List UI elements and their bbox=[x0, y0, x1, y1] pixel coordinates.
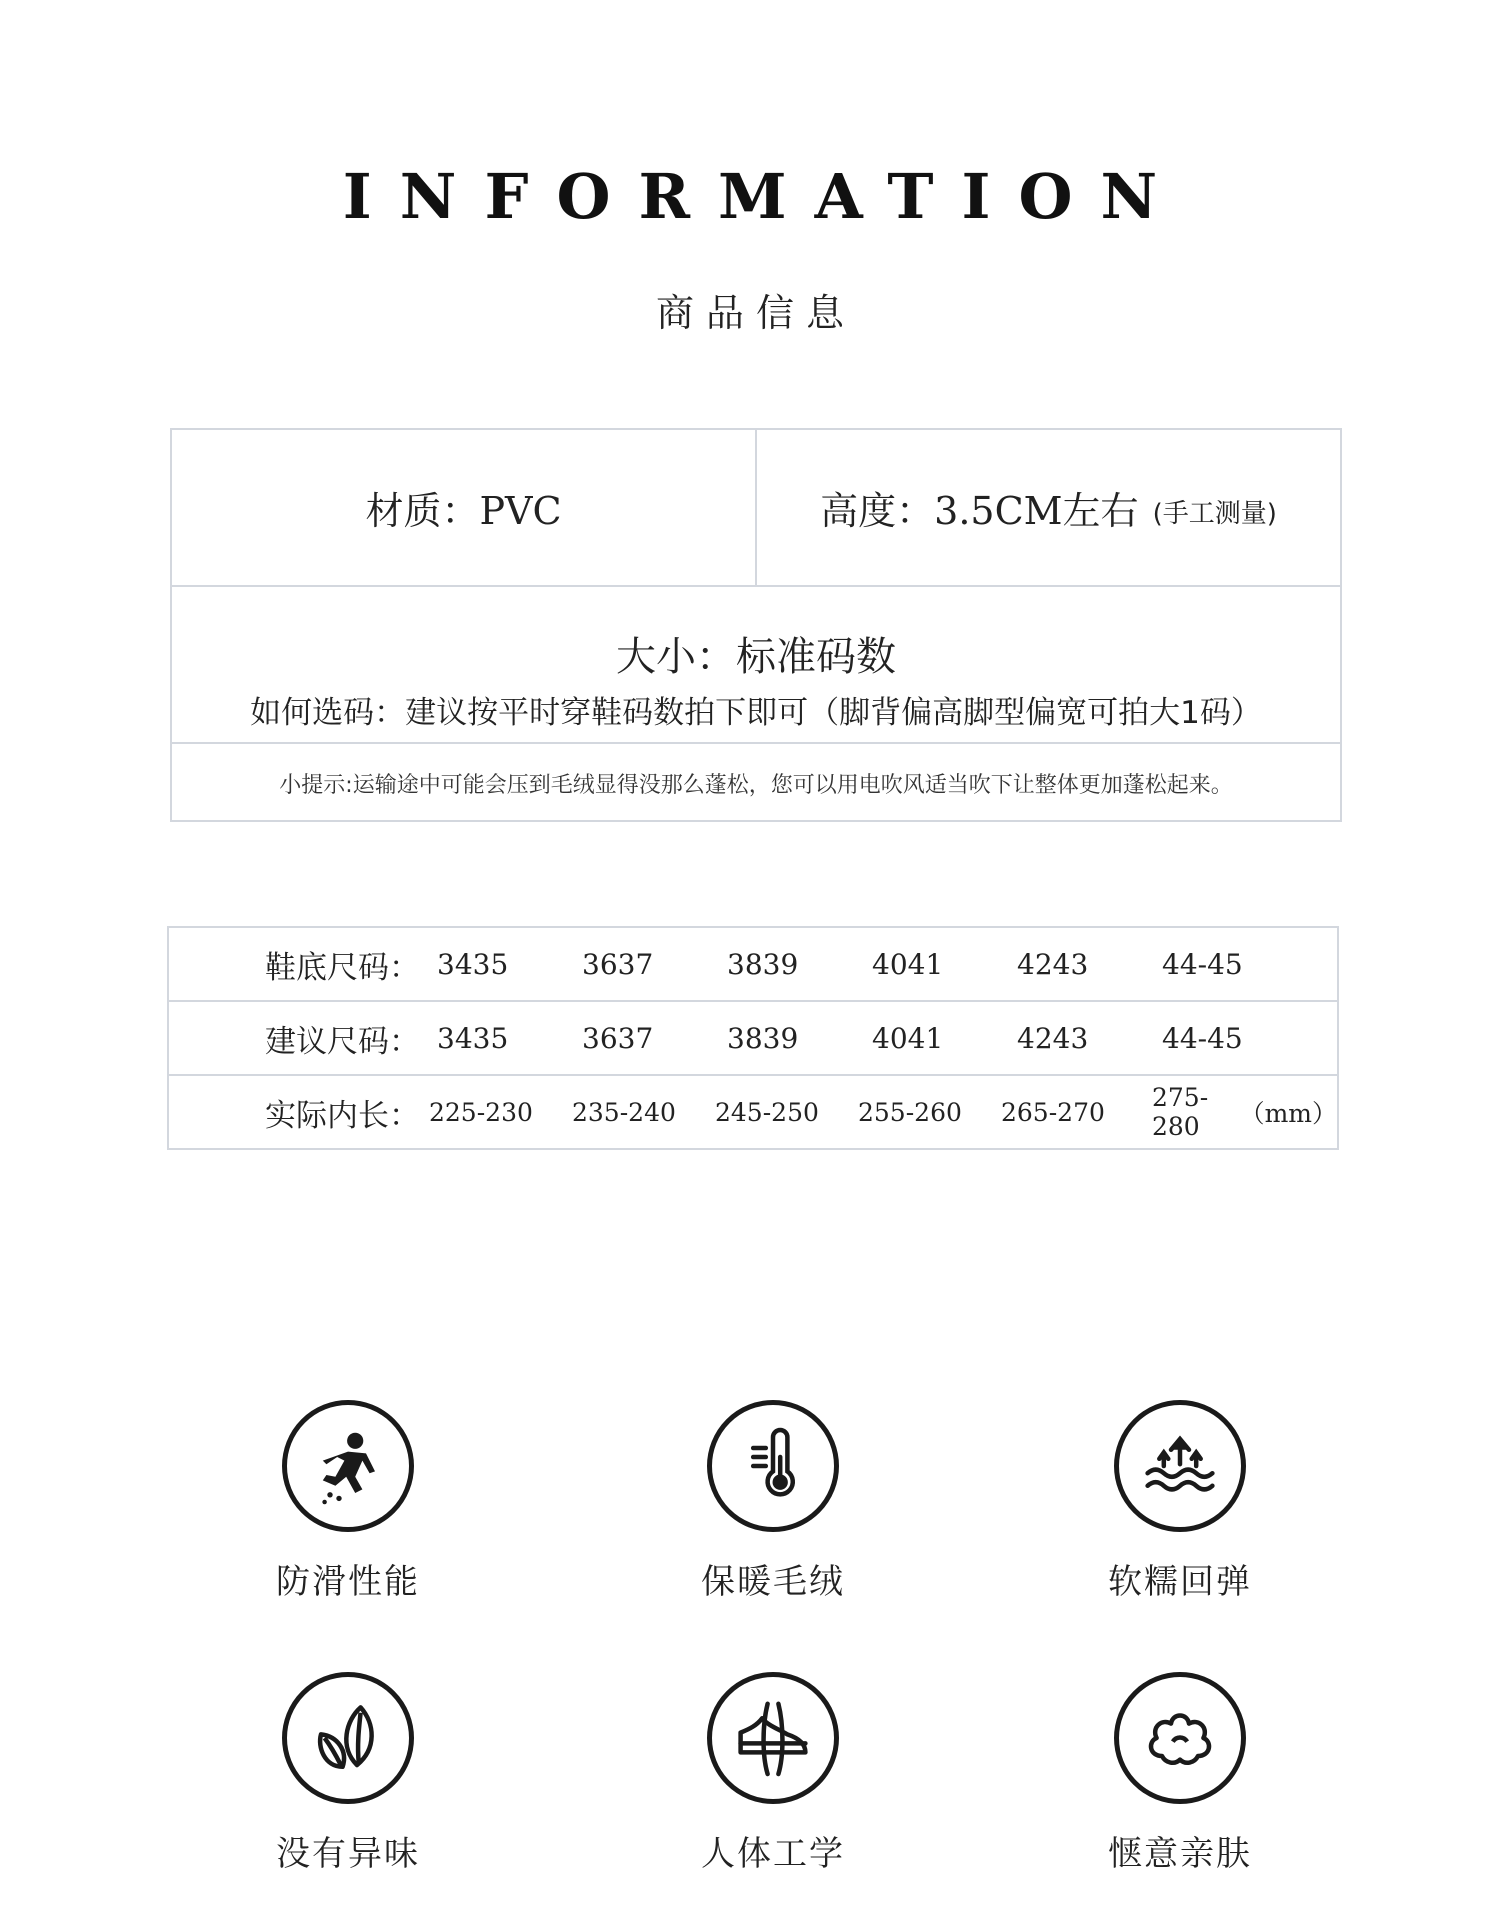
table-cell: 44-45 bbox=[1162, 947, 1243, 981]
table-cell: 4041 bbox=[872, 947, 944, 981]
unit-label: （mm） bbox=[1239, 1099, 1337, 1128]
material-cell bbox=[172, 430, 757, 585]
feature-label: 软糯回弹 bbox=[1108, 1562, 1252, 1602]
feature-warm-plush bbox=[643, 1400, 903, 1603]
material-text: 材质：PVC bbox=[365, 489, 562, 533]
page-subtitle: 商品信息 bbox=[655, 291, 856, 335]
feature-label: 惬意亲肤 bbox=[1108, 1834, 1252, 1874]
length-value: 275-280 bbox=[1152, 1083, 1209, 1141]
row-label: 鞋底尺码： bbox=[265, 949, 420, 986]
table-cell: 3435 bbox=[437, 947, 509, 981]
row-label: 实际内长： bbox=[265, 1097, 420, 1134]
info-table bbox=[170, 428, 1342, 822]
feature-ergonomic bbox=[643, 1672, 903, 1875]
slip-person-icon bbox=[282, 1400, 414, 1532]
feature-label: 保暖毛绒 bbox=[701, 1562, 845, 1602]
tip-text: 小提示:运输途中可能会压到毛绒显得没那么蓬松，您可以用电吹风适当吹下让整体更加蓬松起来。 bbox=[279, 772, 1233, 798]
table-cell: 265-270 bbox=[1001, 1097, 1105, 1127]
size-title: 大小：标准码数 bbox=[616, 634, 896, 680]
leaves-icon bbox=[282, 1672, 414, 1804]
row-label: 建议尺码： bbox=[265, 1023, 420, 1060]
cotton-icon bbox=[1114, 1672, 1246, 1804]
feature-skin-friendly bbox=[1050, 1672, 1310, 1875]
table-cell: 4041 bbox=[872, 1021, 944, 1055]
feature-no-odor bbox=[218, 1672, 478, 1875]
rebound-waves-icon bbox=[1114, 1400, 1246, 1532]
table-cell: 225-230 bbox=[429, 1097, 533, 1127]
height-text: 高度：3.5CM左右 bbox=[820, 489, 1139, 533]
table-row bbox=[169, 928, 1337, 1002]
size-table bbox=[167, 926, 1339, 1150]
table-cell: 4243 bbox=[1017, 1021, 1089, 1055]
height-note: (手工测量) bbox=[1152, 499, 1277, 529]
feature-soft-rebound bbox=[1050, 1400, 1310, 1603]
info-row-size bbox=[172, 587, 1340, 744]
table-row bbox=[169, 1076, 1337, 1148]
table-row bbox=[169, 1002, 1337, 1076]
table-cell: 3637 bbox=[582, 1021, 654, 1055]
info-row-tip bbox=[172, 744, 1340, 822]
table-cell: 3839 bbox=[727, 1021, 799, 1055]
feature-anti-slip bbox=[218, 1400, 478, 1603]
size-advice: 如何选码：建议按平时穿鞋码数拍下即可（脚背偏高脚型偏宽可拍大1码） bbox=[250, 695, 1262, 731]
table-cell: 4243 bbox=[1017, 947, 1089, 981]
feature-label: 防滑性能 bbox=[276, 1562, 420, 1602]
table-cell bbox=[1152, 1076, 1337, 1148]
table-cell: 235-240 bbox=[572, 1097, 676, 1127]
feature-label: 没有异味 bbox=[276, 1834, 420, 1874]
table-cell: 3839 bbox=[727, 947, 799, 981]
table-cell: 245-250 bbox=[715, 1097, 819, 1127]
table-cell: 255-260 bbox=[858, 1097, 962, 1127]
ergonomic-shoe-icon bbox=[707, 1672, 839, 1804]
info-row-material-height bbox=[172, 430, 1340, 587]
height-cell bbox=[757, 430, 1340, 585]
table-cell: 44-45 bbox=[1162, 1021, 1243, 1055]
feature-label: 人体工学 bbox=[701, 1834, 845, 1874]
page-title: INFORMATION bbox=[342, 160, 1186, 233]
table-cell: 3637 bbox=[582, 947, 654, 981]
table-cell: 3435 bbox=[437, 1021, 509, 1055]
thermometer-icon bbox=[707, 1400, 839, 1532]
